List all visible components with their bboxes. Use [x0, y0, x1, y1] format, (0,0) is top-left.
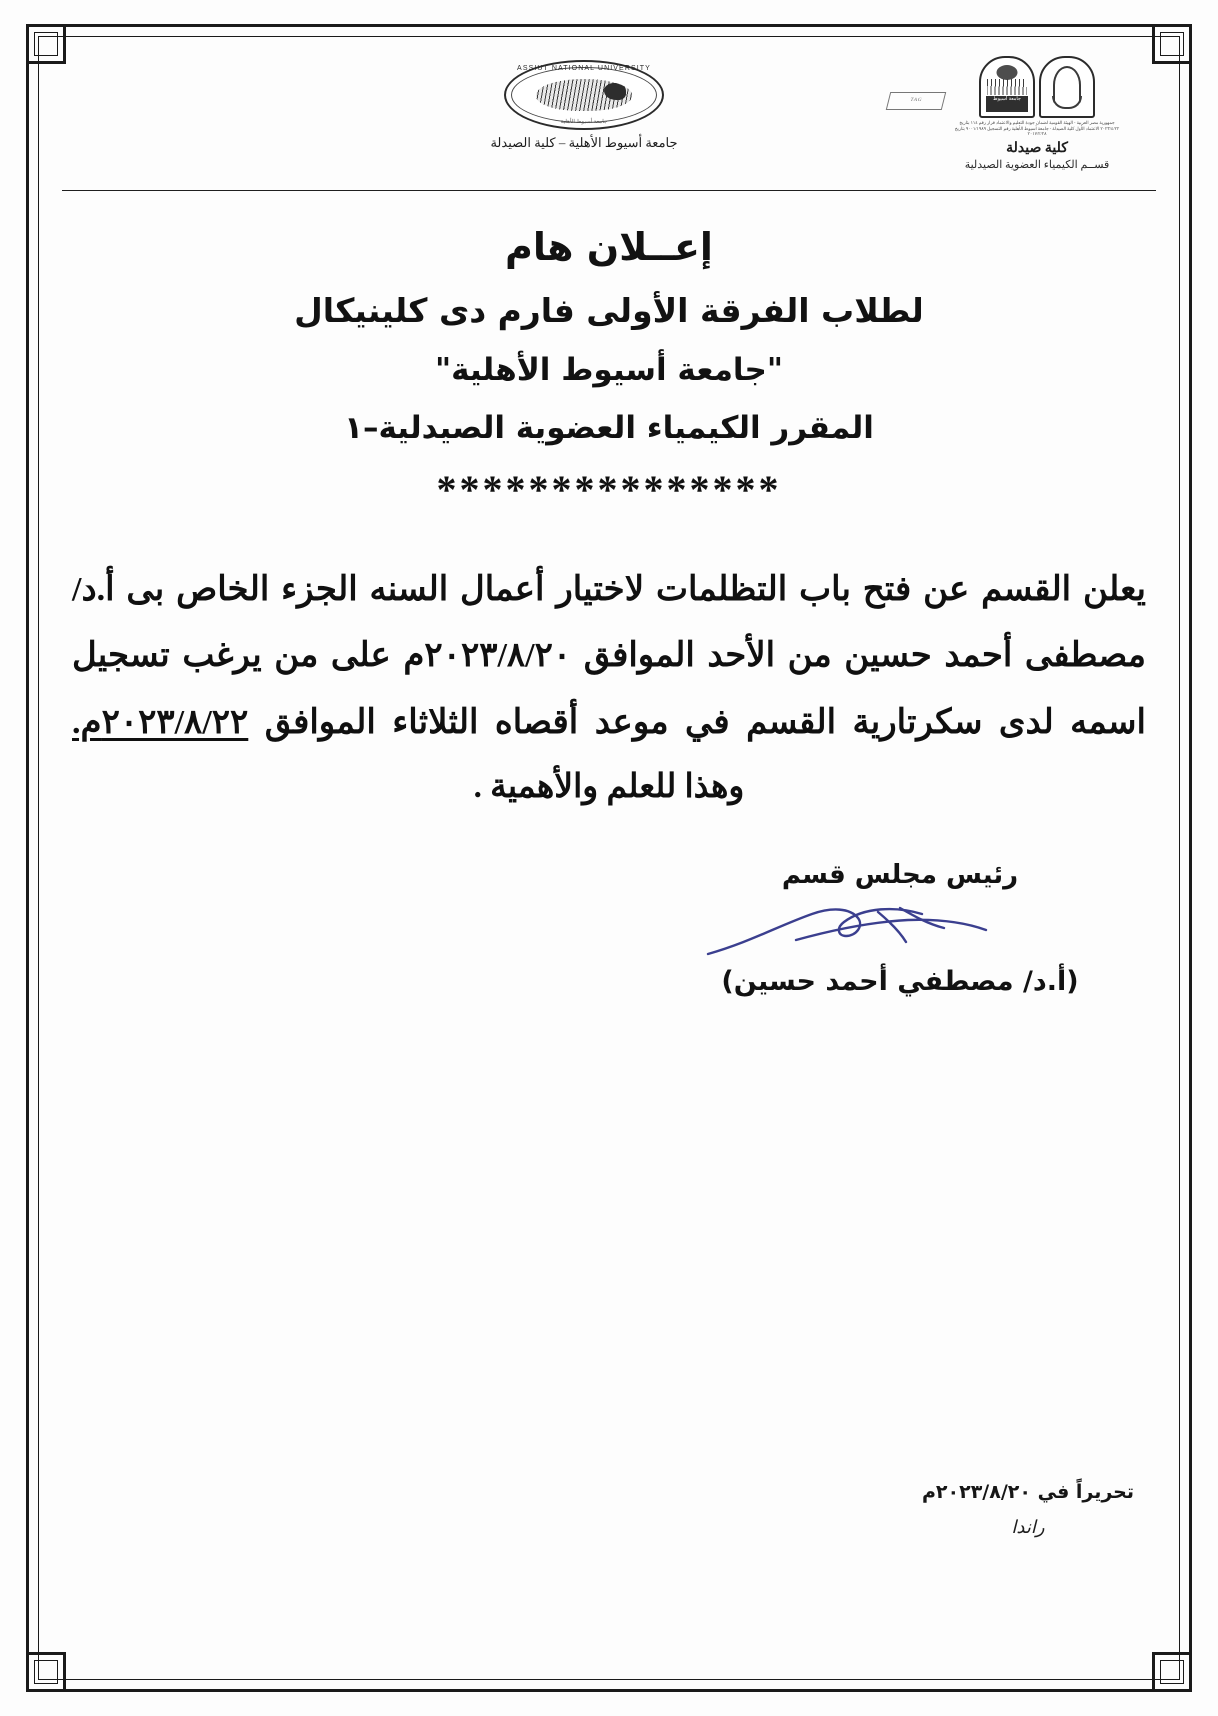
bowl-icon	[1052, 96, 1082, 109]
announcement-paragraph: يعلن القسم عن فتح باب التظلمات لاختيار أعمال السنه الجزء الخاص بى أ.د/ مصطفى أحمد حسين من الأحد الموافق ٢٠٢٣/٨/٢٠م على من يرغب تسجيل اسمه لدى سكرتارية القسم في موعد أقصاه الثلاثاء الموافق	[72, 571, 1146, 741]
clerk-name: راندا	[1011, 1517, 1045, 1537]
corner-ornament-bottom-right	[1152, 1652, 1192, 1692]
department-name-label: قســم الكيمياء العضوية الصيدلية	[964, 158, 1110, 171]
signatory-name: (أ.د/ مصطفي أحمد حسين)	[721, 965, 1079, 997]
accreditation-stamp-tag: TAG	[886, 92, 946, 110]
accreditation-stamp-text: جمهورية مصر العربية - الهيئة القومية لضمان جودة التعليم والاعتماد قرار رقم ١١٤ بتاريخ ٢٠٢٣/٤/٢٢ الاعتماد الأول كلية الصيدلة - جامعة أسيوط الأهلية رقم التسجيل ٩٠٠١/١٩٨٩ بتاريخ ٢٠١٧/٢/٢٨	[954, 120, 1120, 137]
document-header	[62, 54, 1156, 186]
seal-emblem-icon	[536, 79, 632, 111]
document-footer	[908, 1481, 1148, 1538]
seal-bottom-text: جامعة أسيوط الأهلية	[560, 119, 608, 125]
university-logo-caption: جامعة أسيوط الأهلية – كلية الصيدلة	[490, 135, 678, 150]
seal-top-text: ASSIUT NATIONAL UNIVERSITY	[517, 65, 651, 72]
university-logo-block	[434, 60, 734, 151]
faculty-name-label: كلية صيدلة	[1006, 140, 1068, 156]
announcement-body	[62, 557, 1156, 756]
corner-ornament-top-left	[26, 24, 66, 64]
corner-ornament-bottom-left	[26, 1652, 66, 1692]
emblem-base-text: جامعة أسيوط	[986, 96, 1028, 112]
handwritten-signature	[690, 892, 1110, 966]
issued-date: تحريراً في ٢٠٢٣/٨/٢٠م	[921, 1481, 1134, 1503]
title-course: المقرر الكيمياء العضوية الصيدلية–١	[344, 410, 874, 446]
twin-emblems	[909, 56, 1152, 118]
title-audience: لطلاب الفرقة الأولى فارم دى كلينيكال	[294, 291, 924, 330]
document-content	[62, 54, 1156, 1658]
header-divider	[62, 190, 1156, 191]
rays-icon	[987, 79, 1027, 95]
university-seal-icon	[504, 60, 664, 130]
page-title: إعــلان هام	[505, 225, 713, 269]
star-separator: ***************	[436, 467, 782, 512]
title-university: "جامعة أسيوط الأهلية"	[434, 352, 784, 388]
sun-icon	[997, 65, 1018, 80]
corner-ornament-top-right	[1152, 24, 1192, 64]
deadline-date: ٢٠٢٣/٨/٢٢م.	[72, 703, 249, 741]
signature-block	[690, 860, 1110, 997]
faculty-logo-block	[909, 56, 1152, 171]
pharmacy-caduceus-icon	[1039, 56, 1095, 118]
signatory-title: رئيس مجلس قسم	[781, 859, 1019, 890]
title-block	[62, 225, 1156, 513]
university-emblem-icon	[979, 56, 1035, 118]
announcement-closing: وهذا للعلم والأهمية .	[473, 768, 745, 805]
